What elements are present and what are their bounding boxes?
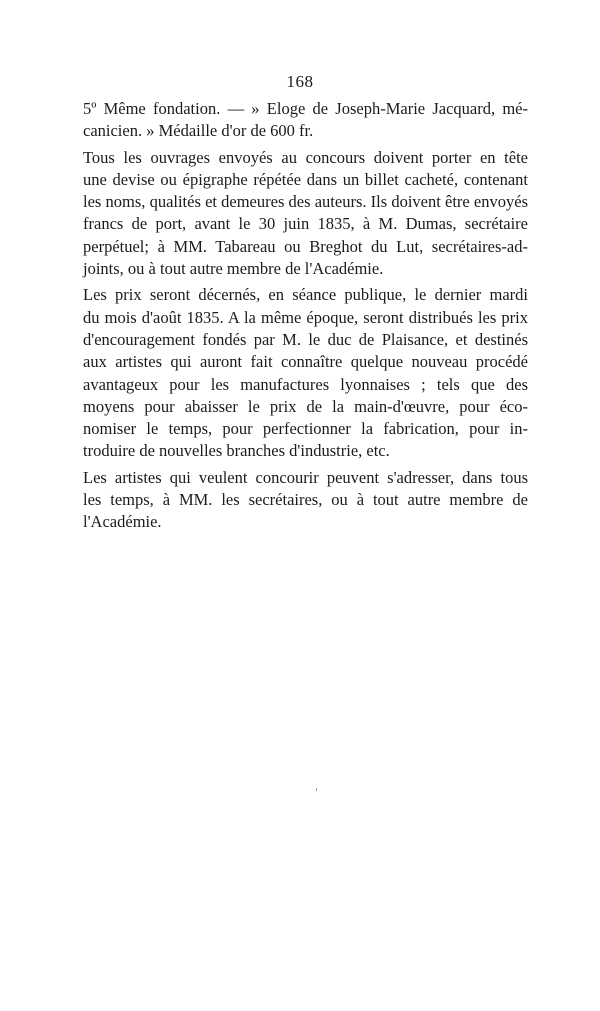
paragraph-submission-rules: [80, 147, 528, 281]
text-line: une devise ou épigraphe répétée dans un billet cacheté, contenant: [83, 169, 528, 189]
page-number: 168: [286, 72, 314, 91]
text-line: l'Académie.: [83, 512, 162, 532]
text-line: Tous les ouvrages envoyés au concours doivent porter en tête: [83, 147, 528, 167]
text-line: avantageux pour les manufactures lyonnaises ; tels que des: [83, 374, 528, 394]
text-line: les noms, qualités et demeures des auteurs. Ils doivent être envoyés: [83, 192, 528, 212]
text-line: les temps, à MM. les secrétaires, ou à tout autre membre de: [83, 490, 528, 510]
text-line: nomiser le temps, pour perfectionner la fabrication, pour in-: [83, 419, 528, 439]
text-line: troduire de nouvelles branches d'industrie, etc.: [83, 441, 390, 461]
text-line: 5º Même fondation. — » Eloge de Joseph-Marie Jacquard, mé-: [83, 99, 528, 118]
text-line: perpétuel; à MM. Tabareau ou Breghot du Lut, secrétaires-ad-: [83, 236, 528, 256]
text-line: aux artistes qui auront fait connaître quelque nouveau procédé: [83, 352, 528, 372]
text-line: francs de port, avant le 30 juin 1835, à M. Dumas, secrétaire: [83, 214, 528, 234]
paragraph-contact: [80, 467, 528, 534]
body-text: [80, 98, 528, 538]
text-line: moyens pour abaisser le prix de la main-d'œuvre, pour éco-: [83, 396, 528, 416]
paper-speck: [316, 788, 317, 791]
text-line: canicien. » Médaille d'or de 600 fr.: [83, 121, 314, 141]
text-line: joints, ou à tout autre membre de l'Académie.: [83, 259, 384, 279]
text-line: Les prix seront décernés, en séance publique, le dernier mardi: [83, 285, 528, 305]
paragraph-award-ceremony: [80, 284, 528, 462]
text-line: du mois d'août 1835. A la même époque, seront distribués les prix: [83, 307, 528, 327]
paragraph-prize-jacquard: [80, 98, 528, 143]
text-line: d'encouragement fondés par M. le duc de Plaisance, et destinés: [83, 329, 528, 349]
text-line: Les artistes qui veulent concourir peuvent s'adresser, dans tous: [83, 467, 528, 487]
